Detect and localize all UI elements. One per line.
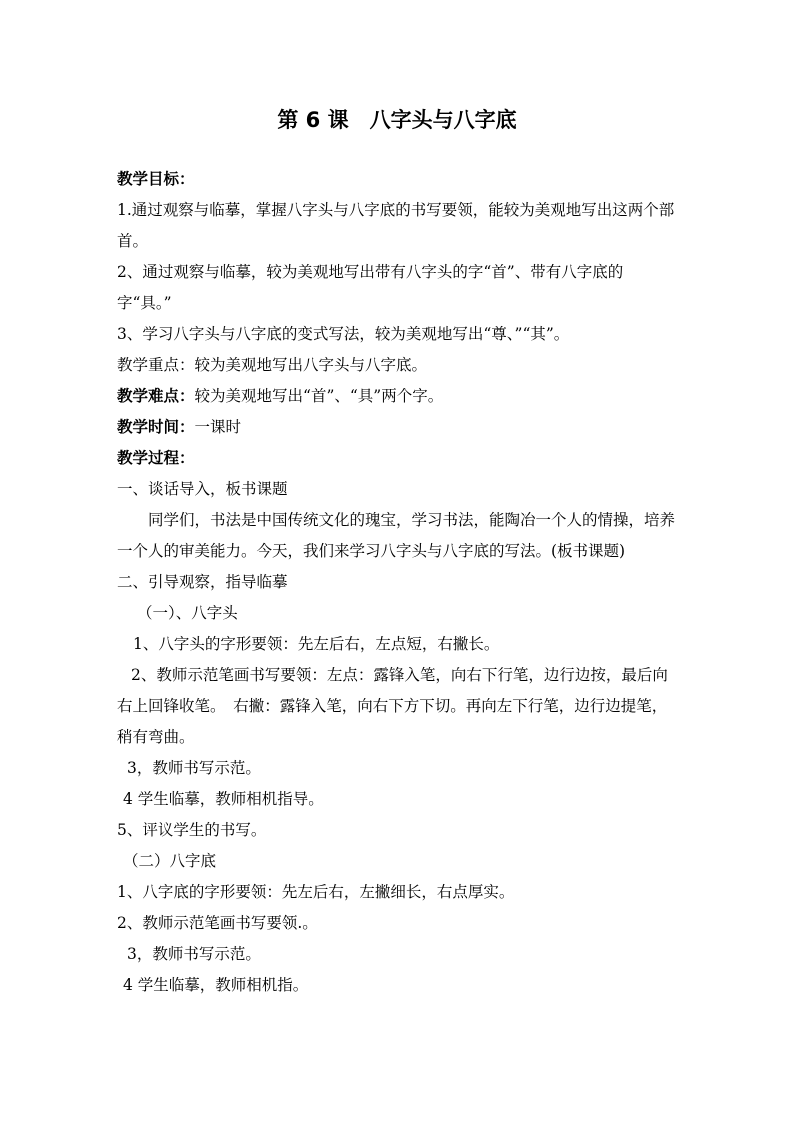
goals-heading: 教学目标： [117, 170, 195, 188]
subsection-1-item-3: 3，教师书写示范。 [127, 759, 261, 777]
subsection-1-title: （一）、八字头 [137, 604, 238, 622]
difficulty-label: 教学难点： [117, 387, 195, 405]
subsection-1-item-4: 4 学生临摹，教师相机指导。 [123, 790, 324, 808]
subsection-2-item-4: 4 学生临摹，教师相机指。 [123, 976, 309, 994]
page-title: 第 6 课 八字头与八字底 [277, 108, 517, 132]
subsection-2-title: （二）八字底 [123, 852, 217, 870]
goal-item-1: 1.通过观察与临摹，掌握八字头与八字底的书写要领，能较为美观地写出这两个部首。 [117, 201, 675, 250]
goal-item-2: 2、通过观察与临摹，较为美观地写出带有八字头的字“首”、带有八字底的字“具。” [117, 263, 624, 312]
section-2-title: 二、引导观察，指导临摹 [117, 573, 288, 591]
subsection-2-item-3: 3，教师书写示范。 [127, 945, 261, 963]
key-point: 教学重点：较为美观地写出八字头与八字底。 [117, 356, 428, 374]
time-text: 一课时 [194, 418, 242, 436]
goal-item-3: 3、学习八字头与八字底的变式写法，较为美观地写出“尊、”“其”。 [117, 325, 570, 343]
time-line [117, 412, 677, 443]
difficulty-text: 较为美观地写出“首”、“具”两个字。 [194, 387, 444, 405]
section-1-paragraph: 同学们，书法是中国传统文化的瑰宝，学习书法，能陶冶一个人的情操，培养一个人的审美能力。今天，我们来学习八字头与八字底的写法。(板书课题) [117, 511, 676, 560]
subsection-1-item-2: 2、教师示范笔画书写要领：左点：露锋入笔，向右下行笔，边行边按，最后向右上回锋收笔。 右撇：露锋入笔，向右下方下切。再向左下行笔，边行边提笔，稍有弯曲。 [117, 666, 668, 746]
section-1-title: 一、谈话导入，板书课题 [117, 480, 288, 498]
subsection-1-item-1: 1、八字头的字形要领：先左后右，左点短，右撇长。 [133, 635, 500, 653]
difficulty-line [117, 381, 677, 412]
time-label: 教学时间： [117, 418, 195, 436]
process-heading: 教学过程： [117, 449, 195, 467]
subsection-1-item-5: 5、评议学生的书写。 [117, 821, 267, 839]
subsection-2-item-1: 1、八字底的字形要领：先左后右，左撇细长，右点厚实。 [117, 883, 515, 901]
subsection-2-item-2: 2、教师示范笔画书写要领.。 [117, 914, 318, 932]
lesson-content [117, 164, 677, 1001]
